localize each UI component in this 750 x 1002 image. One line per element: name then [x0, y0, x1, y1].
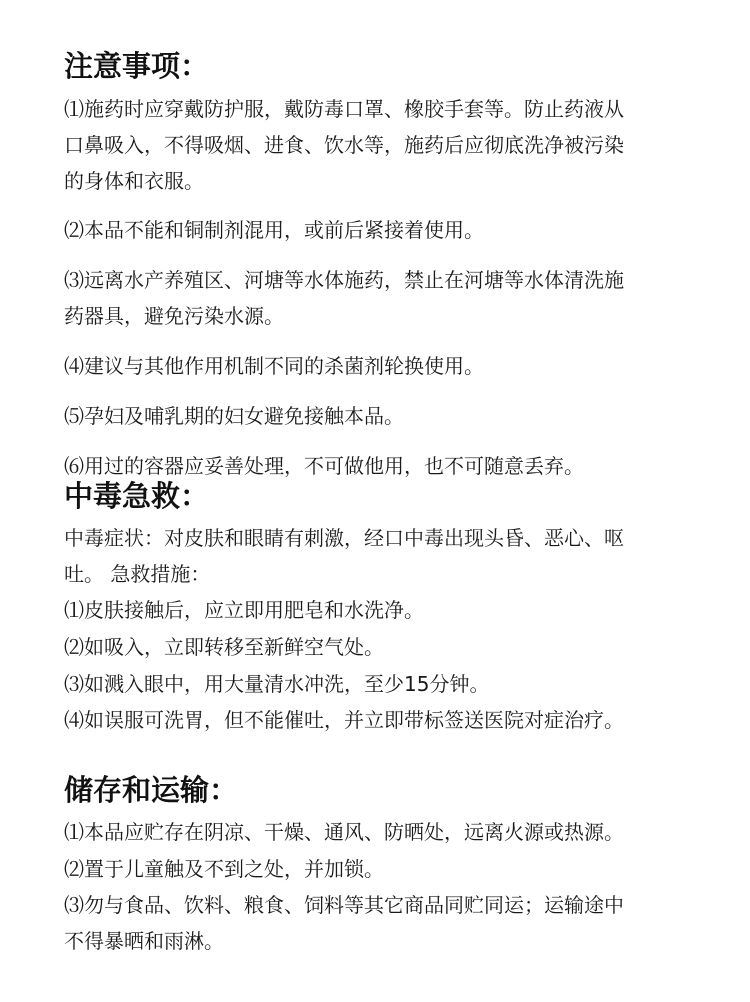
precautions-line: 的身体和衣服。 [64, 169, 204, 193]
precautions-line: ⑴施药时应穿戴防护服，戴防毒口罩、橡胶手套等。防止药液从 [64, 97, 624, 121]
precautions-line: ⑵本品不能和铜制剂混用，或前后紧接着使用。 [64, 218, 484, 242]
first-aid-line: ⑶如溅入眼中，用大量清水冲洗，至少15分钟。 [64, 672, 490, 696]
precautions-title: 注意事项： [64, 49, 210, 83]
precautions-line: 药器具，避免污染水源。 [64, 304, 284, 328]
storage-line: 不得暴晒和雨淋。 [64, 929, 224, 953]
first-aid-line: 中毒症状：对皮肤和眼睛有刺激，经口中毒出现头昏、恶心、呕 [64, 526, 624, 550]
precautions-line: ⑶远离水产养殖区、河塘等水体施药，禁止在河塘等水体清洗施 [64, 268, 624, 292]
precautions-line: ⑷建议与其他作用机制不同的杀菌剂轮换使用。 [64, 354, 484, 378]
first-aid-line: 吐。 急救措施： [64, 562, 211, 586]
precautions-line: ⑹用过的容器应妥善处理，不可做他用，也不可随意丢弃。 [64, 454, 584, 478]
storage-line: ⑶勿与食品、饮料、粮食、饲料等其它商品同贮同运；运输途中 [64, 893, 624, 917]
storage-title: 储存和运输： [64, 773, 239, 807]
first-aid-line: ⑴皮肤接触后，应立即用肥皂和水洗净。 [64, 598, 424, 622]
first-aid-line: ⑵如吸入，立即转移至新鲜空气处。 [64, 635, 384, 659]
first-aid-line: ⑷如误服可洗胃，但不能催吐，并立即带标签送医院对症治疗。 [64, 708, 624, 732]
first-aid-title: 中毒急救： [64, 479, 210, 513]
precautions-line: ⑸孕妇及哺乳期的妇女避免接触本品。 [64, 404, 404, 428]
storage-line: ⑴本品应贮存在阴凉、干燥、通风、防晒处，远离火源或热源。 [64, 820, 624, 844]
storage-line: ⑵置于儿童触及不到之处，并加锁。 [64, 857, 384, 881]
precautions-line: 口鼻吸入，不得吸烟、进食、饮水等，施药后应彻底洗净被污染 [64, 133, 624, 157]
